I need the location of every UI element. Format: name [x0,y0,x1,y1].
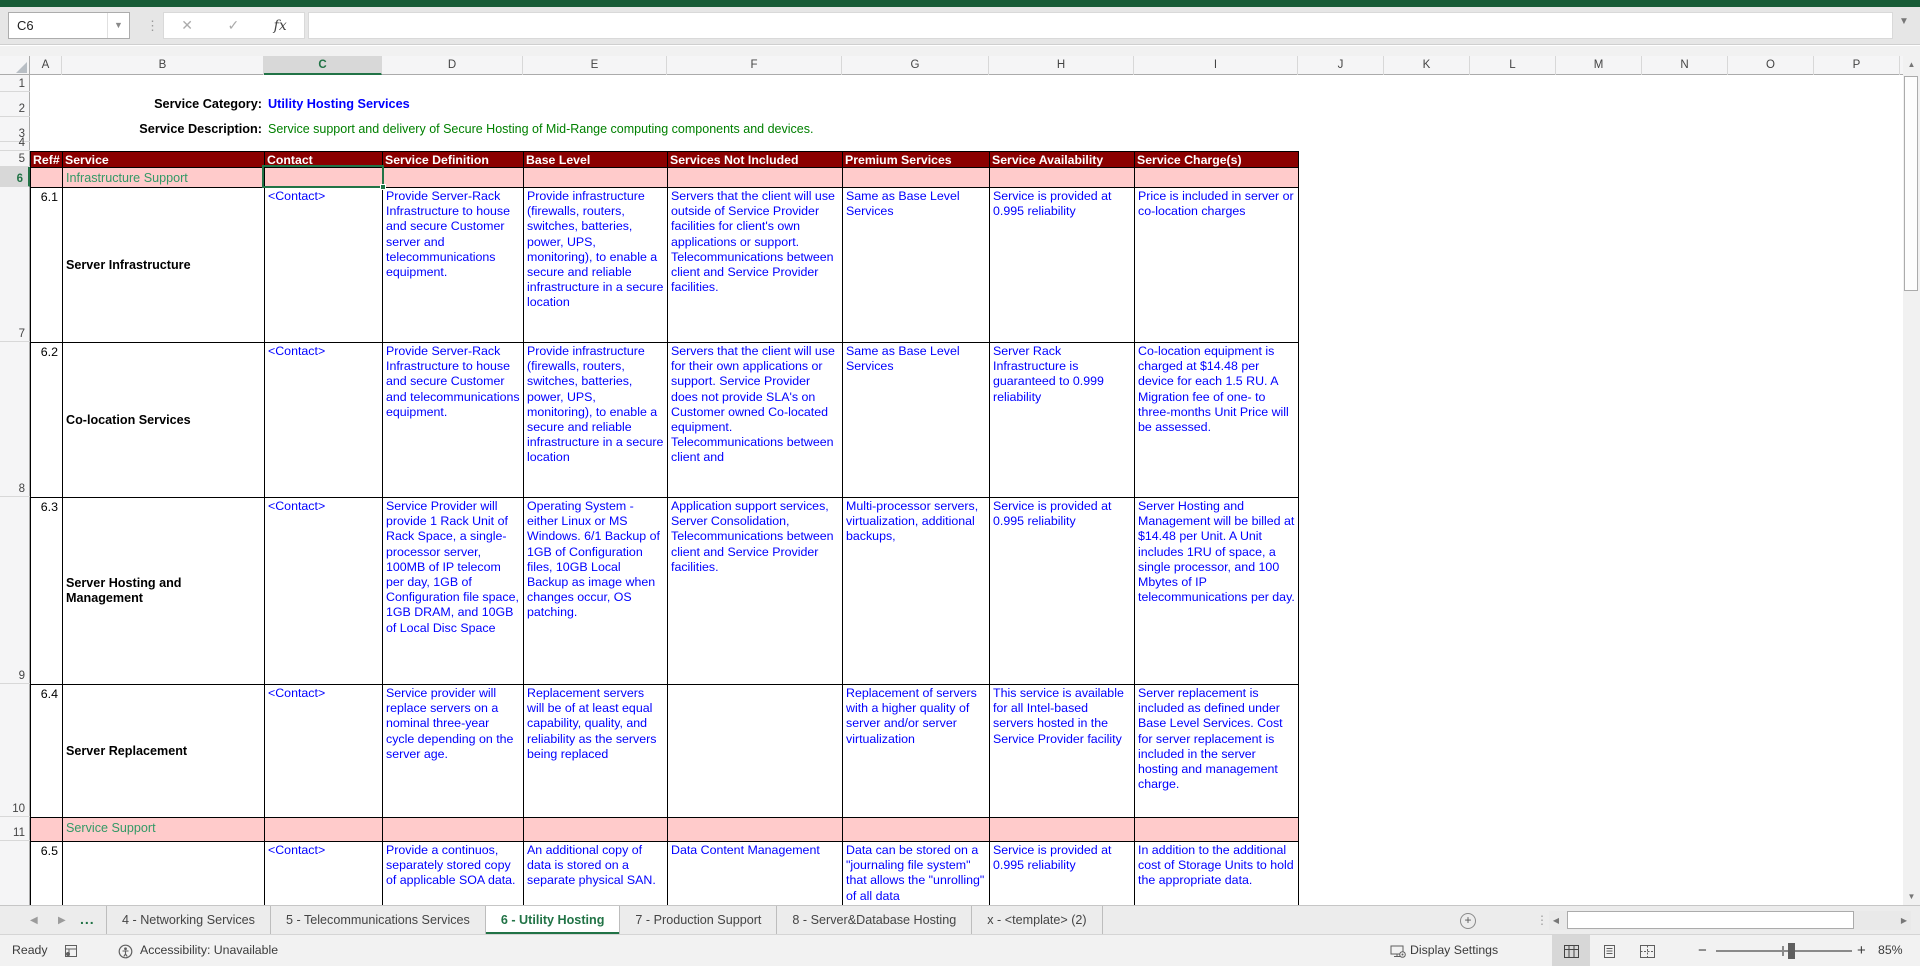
cell-service-6-1[interactable]: Server Infrastructure [63,188,265,343]
zoom-slider[interactable] [1716,950,1852,952]
display-settings-button[interactable]: Display Settings [1410,943,1499,957]
cell-base-level-6-1[interactable]: Provide infrastructure (firewalls, routers, switches, batteries, power, UPS, monitoring), to enable a secure and reliable infrastructure in a secure location [524,188,668,343]
cell-not-included-6-1[interactable]: Servers that the client will use outside of Service Provider facilities for client's own applications or support. Telecommunications between client and Service Provider facilities. [668,188,843,343]
cell-availability-6-3[interactable]: Service is provided at 0.995 reliability [990,498,1135,685]
row-header-10[interactable]: 10 [0,684,30,817]
service-category-label: Service Category: [154,97,262,111]
cell-service-6-2[interactable]: Co-location Services [63,343,265,498]
ribbon-collapsed-strip [0,46,1920,56]
service-category-value[interactable]: Utility Hosting Services [268,97,410,111]
tab-template-2[interactable]: x - <template> (2) [971,906,1101,935]
vertical-scrollbar[interactable] [1903,56,1920,905]
cell-contact-6-1[interactable]: <Contact> [265,188,383,343]
cell-definition-6-1[interactable]: Provide Server-Rack Infrastructure to house and secure Customer server and telecommunications equipment. [383,188,524,343]
table-header-base-level[interactable]: Base Level [524,152,668,168]
cell-base-level-6-4[interactable]: Replacement servers will be of at least equal capability, quality, and reliability as the servers being replaced [524,685,668,818]
cell-premium-6-3[interactable]: Multi-processor servers, virtualization, additional backups, [843,498,990,685]
section-row-cell[interactable] [265,818,383,842]
cell-ref-6-1[interactable]: 6.1 [31,188,63,343]
cell-ref-6-3[interactable]: 6.3 [31,498,63,685]
table-header-definition[interactable]: Service Definition [383,152,524,168]
cell-service-6-3[interactable]: Server Hosting and Management [63,498,265,685]
section-row-cell[interactable] [31,818,63,842]
tab-production-support[interactable]: 7 - Production Support [619,906,776,935]
tab-utility-hosting[interactable]: 6 - Utility Hosting [485,906,620,935]
tab-networking-services[interactable]: 4 - Networking Services [106,906,270,935]
row-header-3[interactable]: 3 [0,117,30,142]
tab-server-database-hosting[interactable]: 8 - Server&Database Hosting [776,906,971,935]
tab-telecommunications-services[interactable]: 5 - Telecommunications Services [270,906,485,935]
table-header-premium[interactable]: Premium Services [843,152,990,168]
row-header-4[interactable]: 4 [0,142,30,151]
table-header-contact[interactable]: Contact [265,152,383,168]
scroll-left-icon[interactable]: ◀ [1552,916,1560,925]
col-header-O[interactable]: O [1728,56,1814,75]
table-header-service[interactable]: Service [63,152,265,168]
tabbar-splitter-icon[interactable]: ⋮ [1536,913,1548,927]
section-row-cell[interactable] [843,818,990,842]
section-row-cell[interactable] [383,168,524,188]
cell-service-6-5[interactable] [63,842,265,905]
cell-not-included-6-4[interactable] [668,685,843,818]
zoom-slider-center-tick [1782,946,1784,956]
section-row-cell[interactable] [524,168,668,188]
row-headers [0,75,30,905]
formula-input[interactable] [308,12,1893,39]
new-sheet-button[interactable]: + [1460,913,1476,929]
section-row-cell[interactable] [668,168,843,188]
zoom-slider-thumb[interactable] [1788,943,1795,959]
active-cell-C6[interactable] [265,168,383,188]
cell-charges-6-2[interactable]: Co-location equipment is charged at $14.48 per device for each 1.5 RU. A Migration fee of one- to three-months Unit Price will be assessed. [1135,343,1299,498]
row-header-9[interactable]: 9 [0,497,30,684]
cell-availability-6-2[interactable]: Server Rack Infrastructure is guaranteed to 0.999 reliability [990,343,1135,498]
accessibility-status[interactable]: Accessibility: Unavailable [140,943,279,957]
section-row-cell[interactable] [1135,818,1299,842]
name-box[interactable] [8,12,130,39]
col-header-F[interactable]: F [667,56,842,75]
cell-base-level-6-5[interactable]: An additional copy of data is stored on a separate physical SAN. [524,842,668,905]
select-all-triangle-icon [16,62,27,73]
view-shortcuts [1552,935,1666,966]
cell-contact-6-2[interactable]: <Contact> [265,343,383,498]
title-bar-strip [0,0,1920,7]
scroll-down-icon[interactable]: ▼ [1907,892,1916,901]
cell-premium-6-4[interactable]: Replacement of servers with a higher quality of server and/or server virtualization [843,685,990,818]
cell-contact-6-4[interactable]: <Contact> [265,685,383,818]
table-header-availability[interactable]: Service Availability [990,152,1135,168]
select-all-corner[interactable] [0,56,30,75]
col-header-C[interactable]: C [264,56,382,75]
page-break-preview-button[interactable] [1628,935,1666,966]
row-header-8[interactable]: 8 [0,342,30,497]
section-row-cell[interactable] [383,818,524,842]
col-header-I[interactable]: I [1134,56,1298,75]
cell-premium-6-1[interactable]: Same as Base Level Services [843,188,990,343]
column-headers [0,56,1903,75]
section-row-cell[interactable] [668,818,843,842]
row-header-11[interactable]: 11 [0,817,30,841]
cell-charges-6-4[interactable]: Server replacement is included as defined under Base Level Services. Cost for server replacement is included in the server hosting and management charge. [1135,685,1299,818]
cell-not-included-6-2[interactable]: Servers that the client will use for their own applications or support. Service Provider does not provide SLA's on Customer owned Co-located equipment. Telecommunications between client and [668,343,843,498]
vertical-scrollbar-thumb[interactable] [1904,76,1918,291]
formula-bar-grip-icon[interactable]: ⋮ [146,18,159,33]
worksheet-area [0,56,1920,905]
service-description-label: Service Description: [139,122,262,136]
cell-base-level-6-2[interactable]: Provide infrastructure (firewalls, routers, switches, batteries, power, UPS, monitoring), to enable a secure and reliable infrastructure in a secure location [524,343,668,498]
service-description-value[interactable]: Service support and delivery of Secure Hosting of Mid-Range computing components and devices. [268,122,814,136]
cell-charges-6-3[interactable]: Server Hosting and Management will be billed at $14.48 per Unit. A Unit includes 1RU of space, a single processor, and 100 Mbytes of IP telecommunications per day. [1135,498,1299,685]
enter-icon[interactable]: ✓ [227,17,240,33]
col-header-E[interactable]: E [523,56,667,75]
section-row-cell[interactable] [524,818,668,842]
expand-formula-bar-icon[interactable]: ▼ [1899,16,1909,27]
row-header-12[interactable] [0,841,30,905]
formula-bar [0,7,1920,45]
cell-premium-6-5[interactable]: Data can be stored on a "journaling file system" that allows the "unrolling" of all data [843,842,990,905]
row-header-7[interactable]: 7 [0,187,30,342]
row-header-2[interactable]: 2 [0,92,30,117]
cell-contact-6-3[interactable]: <Contact> [265,498,383,685]
section-row-cell[interactable] [31,168,63,188]
sheet-tab-bar [0,905,1920,934]
tab-scroll-right-icon[interactable]: ▶ [58,915,66,926]
page-layout-view-button[interactable] [1590,935,1628,966]
col-header-M[interactable]: M [1556,56,1642,75]
cell-definition-6-5[interactable]: Provide a continuos, separately stored copy of applicable SOA data. [383,842,524,905]
row-header-1[interactable]: 1 [0,75,30,92]
section-row-cell[interactable] [990,168,1135,188]
cell-not-included-6-5[interactable]: Data Content Management [668,842,843,905]
cell-premium-6-2[interactable]: Same as Base Level Services [843,343,990,498]
status-mode: Ready [12,943,48,957]
display-settings-icon [1390,945,1406,958]
col-header-B[interactable]: B [62,56,264,75]
cell-definition-6-3[interactable]: Service Provider will provide 1 Rack Unit of Rack Space, a single-processor server, 100MB of IP telecom per day, 1GB of Configuration file space, 1GB DRAM, and 10GB of Local Disc Space [383,498,524,685]
col-header-L[interactable]: L [1470,56,1556,75]
name-box-dropdown-icon[interactable]: ▼ [107,13,129,38]
table-header-ref[interactable]: Ref# [31,152,63,168]
col-header-G[interactable]: G [842,56,989,75]
zoom-out-button[interactable]: − [1698,942,1707,959]
table-header-not-included[interactable]: Services Not Included [668,152,843,168]
col-header-K[interactable]: K [1384,56,1470,75]
cancel-icon[interactable]: ✕ [181,17,193,33]
sheet-tabs [106,906,1103,935]
zoom-level[interactable]: 85% [1878,943,1903,957]
more-sheets-button[interactable]: ... [80,911,95,927]
cell-ref-6-5[interactable]: 6.5 [31,842,63,905]
cell-charges-6-1[interactable]: Price is included in server or co-location charges [1135,188,1299,343]
section-row-cell[interactable] [843,168,990,188]
cell-contact-6-5[interactable]: <Contact> [265,842,383,905]
cell-availability-6-1[interactable]: Service is provided at 0.995 reliability [990,188,1135,343]
accessibility-icon[interactable] [118,944,133,959]
horizontal-scrollbar-thumb[interactable] [1567,911,1854,929]
zoom-in-button[interactable]: + [1857,942,1866,959]
name-box-value[interactable]: C6 [17,18,34,33]
formula-bar-buttons [163,12,305,39]
cell-base-level-6-3[interactable]: Operating System - either Linux or MS Windows. 6/1 Backup of 1GB of Configuration files, 10GB Local Backup as image when changes occur, OS patching. [524,498,668,685]
cell-ref-6-2[interactable]: 6.2 [31,343,63,498]
table-header-charges[interactable]: Service Charge(s) [1135,152,1299,168]
cell-availability-6-5[interactable]: Service is provided at 0.995 reliability [990,842,1135,905]
cell-definition-6-4[interactable]: Service provider will replace servers on a nominal three-year cycle depending on the server age. [383,685,524,818]
cell-ref-6-4[interactable]: 6.4 [31,685,63,818]
section-row-cell[interactable] [990,818,1135,842]
macro-record-icon[interactable] [64,944,78,958]
scroll-right-icon[interactable]: ▶ [1900,916,1908,925]
cell-definition-6-2[interactable]: Provide Server-Rack Infrastructure to house and secure Customer and telecommunications equipment. [383,343,524,498]
tab-scroll-left-icon[interactable]: ◀ [30,915,38,926]
col-header-P[interactable]: P [1814,56,1900,75]
service-table [30,151,1299,905]
scroll-up-icon[interactable]: ▲ [1907,60,1916,69]
status-bar [0,934,1920,966]
row-header-6[interactable]: 6 [0,167,30,187]
normal-view-button[interactable] [1552,935,1590,966]
section-row-cell[interactable] [1135,168,1299,188]
col-header-H[interactable]: H [989,56,1134,75]
section-label-infrastructure[interactable]: Infrastructure Support [63,168,265,188]
col-header-N[interactable]: N [1642,56,1728,75]
insert-function-icon[interactable]: fx [273,17,287,34]
col-header-A[interactable]: A [30,56,62,75]
col-header-J[interactable]: J [1298,56,1384,75]
cell-not-included-6-3[interactable]: Application support services, Server Consolidation, Telecommunications between client and Service Provider facilities. [668,498,843,685]
cell-availability-6-4[interactable]: This service is available for all Intel-based servers hosted in the Service Provider facility [990,685,1135,818]
cell-charges-6-5[interactable]: In addition to the additional cost of Storage Units to hold the appropriate data. [1135,842,1299,905]
row-header-5[interactable]: 5 [0,151,30,167]
tab-divider [1102,906,1103,935]
cell-service-6-4[interactable]: Server Replacement [63,685,265,818]
horizontal-scrollbar[interactable] [1549,911,1911,930]
section-label-service-support[interactable]: Service Support [63,818,265,842]
col-header-D[interactable]: D [382,56,523,75]
